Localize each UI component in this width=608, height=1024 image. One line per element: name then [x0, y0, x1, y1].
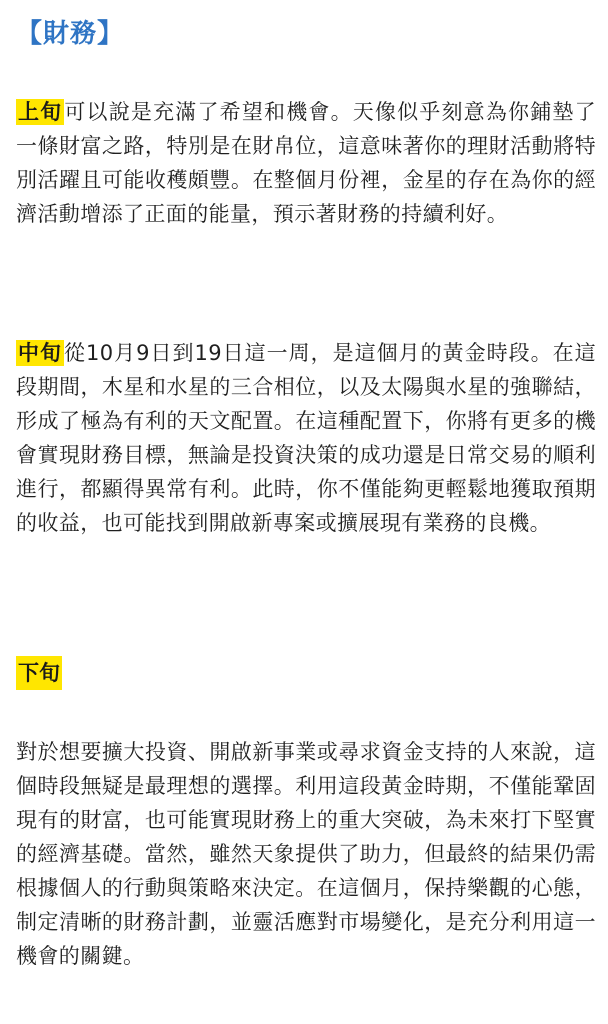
- middle-period-text: 從10月9日到19日這一周，是這個月的黃金時段。在這段期間，木星和水星的三合相位，以及太陽與水星的強聯結，形成了極為有利的天文配置。在這種配置下，你將有更多的機會實現財務目標，無論是投資決策的成功還是日常交易的順利進行，都顯得異常有利。此時，你不僅能夠更輕鬆地獲取預期的收益，也可能找到開啟新專案或擴展現有業務的良機。: [16, 341, 596, 535]
- first-period-label: 上旬: [18, 100, 63, 124]
- first-period-paragraph: [16, 95, 596, 231]
- first-period-text: 可以說是充滿了希望和機會。天像似乎刻意為你鋪墊了一條財富之路，特別是在財帛位，這意味著你的理財活動將特別活躍且可能收穫頗豐。在整個月份裡，金星的存在為你的經濟活動增添了正面的能量，預示著財務的持續利好。: [16, 100, 596, 226]
- section-title: 【財務】: [16, 19, 125, 49]
- middle-period-paragraph: [16, 336, 596, 540]
- middle-period-label: 中旬: [18, 341, 62, 365]
- last-period-label: 下旬: [16, 656, 62, 690]
- last-period-text: 對於想要擴大投資、開啟新事業或尋求資金支持的人來說，這個時段無疑是最理想的選擇。利用這段黃金時期，不僅能鞏固現有的財富，也可能實現財務上的重大突破，為未來打下堅實的經濟基礎。當然，雖然天象提供了助力，但最終的結果仍需根據個人的行動與策略來決定。在這個月，保持樂觀的心態，制定清晰的財務計劃，並靈活應對市場變化，是充分利用這一機會的關鍵。: [16, 740, 596, 968]
